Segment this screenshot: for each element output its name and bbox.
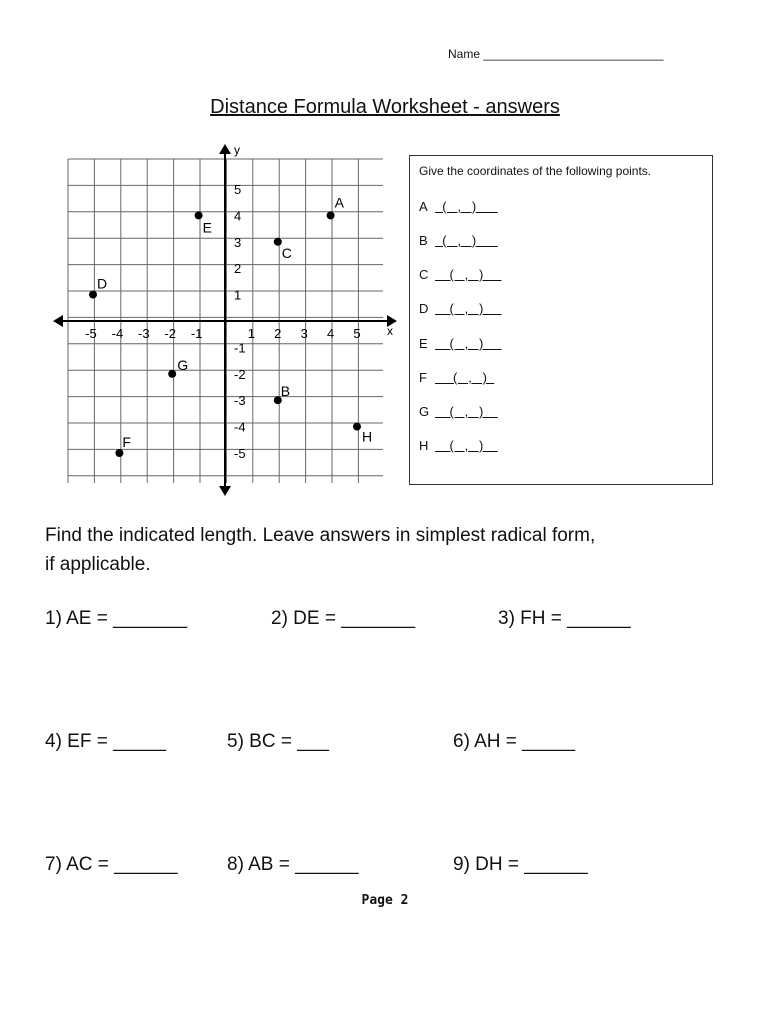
coordinate-blank[interactable]: ( , ) [435, 267, 502, 282]
y-tick-label: -4 [234, 419, 246, 435]
instructions-line-1: Find the indicated length. Leave answers in simplest radical form, [45, 525, 596, 546]
point-c [274, 238, 282, 246]
page-title: Distance Formula Worksheet - answers [210, 96, 560, 118]
point-h [353, 423, 361, 431]
x-tick-label: 1 [247, 326, 256, 341]
coordinate-row-h[interactable] [419, 438, 498, 453]
coordinate-row-d[interactable] [419, 301, 501, 316]
coordinate-blank[interactable]: ( , ) [435, 199, 498, 214]
problem-1[interactable]: 1) AE = _______ [45, 608, 188, 629]
coordinate-blank[interactable]: ( , ) [435, 404, 498, 419]
coordinate-row-e[interactable] [419, 336, 501, 351]
x-tick-label: -3 [138, 326, 150, 341]
point-label: H [419, 438, 429, 453]
problem-5[interactable]: 5) BC = ___ [227, 731, 329, 752]
x-tick-label: -2 [164, 326, 176, 341]
y-tick-label: 5 [234, 182, 242, 197]
coordinate-blank[interactable]: ( , ) [435, 438, 498, 453]
coordinate-row-g[interactable] [419, 404, 498, 419]
y-tick-label: -5 [234, 446, 246, 461]
y-tick-label: -3 [234, 393, 246, 409]
y-tick-label: 4 [234, 208, 242, 224]
y-axis-top-arrow [219, 144, 231, 154]
point-g [168, 370, 176, 378]
point-label-h: H [362, 428, 373, 445]
problem-9[interactable]: 9) DH = ______ [453, 854, 588, 875]
point-e [195, 211, 203, 219]
x-tick-label: -1 [190, 326, 203, 341]
coordinate-blank[interactable]: ( , ) [435, 233, 498, 248]
coordinate-row-f[interactable] [419, 370, 494, 385]
coordinate-blank[interactable]: ( , ) [435, 301, 502, 316]
y-tick-label: 2 [234, 261, 242, 277]
coordinates-instruction: Give the coordinates of the following points. [419, 164, 652, 178]
coordinates-box [409, 155, 713, 485]
x-tick-label: 2 [274, 326, 282, 341]
problem-7[interactable]: 7) AC = ______ [45, 854, 178, 875]
y-tick-label: -1 [234, 340, 246, 356]
problem-3[interactable]: 3) FH = ______ [498, 608, 631, 629]
point-label: F [419, 370, 427, 385]
point-label: G [419, 404, 430, 419]
x-tick-label: 5 [353, 326, 361, 341]
point-label-b: B [280, 383, 291, 400]
point-label-a: A [334, 194, 344, 211]
point-label: B [419, 233, 428, 248]
problem-4[interactable]: 4) EF = _____ [45, 731, 166, 752]
x-axis-left-arrow [53, 315, 63, 327]
y-tick-label: 1 [234, 287, 242, 303]
page-number: Page 2 [361, 893, 409, 908]
x-tick-label: -5 [85, 326, 97, 341]
instructions-line-2: if applicable. [45, 554, 151, 575]
point-a [327, 211, 335, 219]
problem-8[interactable]: 8) AB = ______ [227, 854, 359, 875]
coordinate-blank[interactable]: ( , ) [435, 336, 502, 351]
x-tick-label: 3 [300, 326, 308, 341]
point-label-g: G [177, 356, 189, 373]
y-tick-label: 3 [234, 234, 242, 250]
problem-2[interactable]: 2) DE = _______ [271, 608, 416, 629]
point-label: C [419, 267, 429, 282]
y-axis-bottom-arrow [219, 486, 231, 496]
point-label-f: F [122, 434, 131, 450]
point-label-c: C [281, 244, 292, 261]
point-label: A [419, 199, 428, 214]
x-tick-label: 4 [326, 326, 335, 341]
x-tick-label: -4 [111, 326, 124, 341]
point-label-d: D [97, 275, 108, 292]
coordinate-row-a[interactable] [419, 199, 498, 214]
y-axis-label: y [234, 143, 240, 157]
point-label: D [419, 301, 429, 316]
x-axis-label: x [387, 324, 393, 338]
coordinate-plane [50, 142, 400, 502]
instructions [45, 521, 595, 579]
point-f [115, 449, 123, 457]
coordinate-row-c[interactable] [419, 267, 501, 282]
name-field-label: Name ___________________________ [448, 47, 664, 61]
y-tick-label: -2 [234, 366, 246, 382]
coordinate-blank[interactable]: ( , ) [435, 370, 495, 385]
point-label-e: E [202, 219, 212, 236]
point-d [89, 291, 97, 299]
problem-6[interactable]: 6) AH = _____ [453, 731, 576, 752]
coordinate-row-b[interactable] [419, 233, 498, 248]
point-label: E [419, 336, 428, 351]
